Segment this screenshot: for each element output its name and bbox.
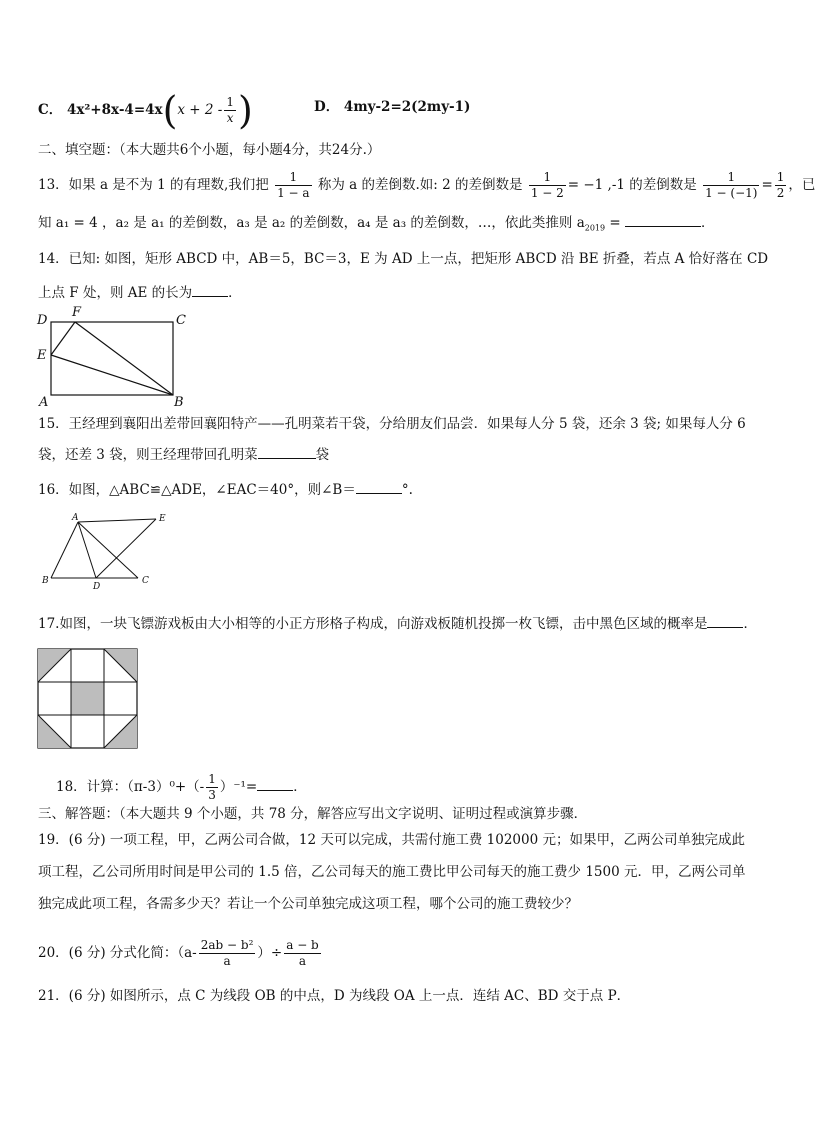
option-d-expr: 4my-2=2(2my-1) [343,99,471,115]
q13-line2-end: ． [701,215,715,231]
q20-frac2 [284,938,321,969]
label-c: C [142,576,149,586]
option-c-fraction [224,95,236,126]
label-a: A [72,513,79,523]
q16-end: °. [401,482,413,498]
label-f: F [72,305,82,320]
answer-blank[interactable] [356,479,402,494]
frac-num: a − b [286,938,319,952]
answer-blank[interactable] [192,282,228,297]
option-c-expr: 4x²+8x-4=4x [66,102,163,118]
label-e: E [159,514,166,524]
rectangle-abcd [51,322,173,395]
option-d-label: D． [314,99,340,115]
q16-triangle-figure [38,508,178,592]
q13-text-b: 称为 a 的差倒数.如: 2 的差倒数是 [317,177,523,193]
q15-line2 [38,444,329,465]
frac-num: 2ab − b² [200,938,254,952]
segment-ab [51,522,78,578]
q21-line1: 21．(6 分) 如图所示，点 C 为线段 OB 的中点，D 为线段 OA 上一点．连结 AC、BD 交于点 P． [38,988,631,1004]
q17-line [38,613,757,634]
q18-text-a: 18．计算：（π-3）⁰+（- [56,779,205,795]
frac-den: a [298,954,307,968]
q16-line [38,479,413,500]
q20-line [38,938,323,969]
q16-text: 16．如图，△ABC≌△ADE，∠EAC＝40°，则∠B＝ [38,482,356,498]
q17-dartboard-figure [37,648,139,750]
frac-den: 1 − 2 [530,186,564,200]
q12-option-d [314,97,470,117]
q15-text: 袋，还差 3 袋，则王经理带回孔明菜 [38,447,258,463]
segment-ae [78,519,156,522]
q19-line3: 独完成此项工程，各需多少天？若让一个公司单独完成这项工程，哪个公司的施工费较少？ [38,896,578,912]
q13-text-c: = −1 ,-1 的差倒数是 [567,177,697,193]
q17-end: ． [743,616,757,632]
q18-line [56,772,307,803]
q12-option-c [38,88,253,133]
label-b: B [42,576,49,586]
segment-fb [75,322,173,395]
left-paren: ( [162,88,178,133]
answer-blank[interactable] [707,613,743,628]
label-d: D [37,313,48,328]
section-3-title: 三、解答题：（本大题共 9 个小题，共 78 分，解答应写出文字说明、证明过程或演算步骤． [38,806,588,822]
q20-text-a: 20．(6 分) 分式化简：（a- [38,945,197,961]
q18-frac [206,772,218,803]
q13-text-e: ，已 [788,177,815,193]
q13-text-d: = [761,177,773,193]
q13-line2 [38,212,715,239]
q18-text-b: ）⁻¹= [219,779,258,795]
segment-ef [51,322,75,355]
frac-den: 1 − a [277,186,310,200]
q18-end: ． [293,779,307,795]
q20-text-b: ）÷ [257,945,283,961]
segment-eb [51,355,173,395]
q15-unit: 袋 [315,447,330,463]
frac-den: 3 [208,788,216,802]
q13-frac1 [275,170,311,201]
q13-frac4 [775,170,787,201]
answer-blank[interactable] [625,212,701,227]
q20-frac1 [199,938,256,969]
right-paren: ) [238,88,253,133]
option-c-label: C． [38,102,63,118]
q14-rectangle-figure [34,302,194,410]
frac-den: 2 [776,186,785,200]
q19-line1: 19．(6 分) 一项工程，甲，乙两公司合做，12 天可以完成，共需付施工费 102000 元；如果甲，乙两公司单独完成此 [38,832,745,848]
label-e: E [37,348,47,363]
label-c: C [176,313,186,328]
q13-text-a: 13．如果 a 是不为 1 的有理数,我们把 [38,177,269,193]
segment-de [96,519,156,578]
frac-num: 1 [529,170,566,186]
q13-line2-text: 知 a₁ = 4 ，a₂ 是 a₁ 的差倒数，a₃ 是 a₂ 的差倒数，a₄ 是 a₃ 的差倒数，…，依此类推则 a [38,215,585,231]
label-d: D [93,582,101,592]
q14-line1: 14．已知: 如图，矩形 ABCD 中，AB＝5，BC＝3，E 为 AD 上一点，把矩形 ABCD 沿 BE 折叠，若点 A 恰好落在 CD [38,251,769,267]
q17-text: 17.如图，一块飞镖游戏板由大小相等的小正方形格子构成，向游戏板随机投掷一枚飞镖，击中黑色区域的概率是 [38,616,708,632]
answer-blank[interactable] [257,776,293,791]
option-c-paren-content: x + 2 - [177,102,223,118]
frac-num: 1 [208,772,216,786]
frac-num: 1 [275,170,311,186]
center-shaded-square [71,682,104,715]
q13-line2-eq: = [605,215,626,231]
q13-line1 [38,170,815,201]
q13-frac2 [529,170,566,201]
frac-num: 1 [226,95,234,109]
label-b: B [174,395,184,410]
section-2-title: 二、填空题：（本大题共6个小题，每小题4分，共24分.） [38,142,381,158]
q13-frac3 [703,170,759,201]
q13-subscript: 2019 [584,223,606,233]
q15-line1: 15．王经理到襄阳出差带回襄阳特产——孔明菜若干袋，分给朋友们品尝．如果每人分 5 袋，还余 3 袋; 如果每人分 6 [38,416,746,432]
label-a: A [39,395,49,410]
frac-den: a [223,954,231,968]
frac-num: 1 [776,170,785,184]
frac-den: 1 − (−1) [705,186,758,200]
q14-end: ． [228,285,242,301]
q14-text: 上点 F 处，则 AE 的长为 [38,285,193,301]
q14-line2 [38,282,242,303]
q19-line2: 项工程，乙公司所用时间是甲公司的 1.5 倍，乙公司每天的施工费比甲公司每天的施工费少 1500 元．甲，乙两公司单 [38,864,746,880]
frac-num: 1 [703,170,759,186]
answer-blank[interactable] [258,444,316,459]
frac-den: x [226,111,234,125]
